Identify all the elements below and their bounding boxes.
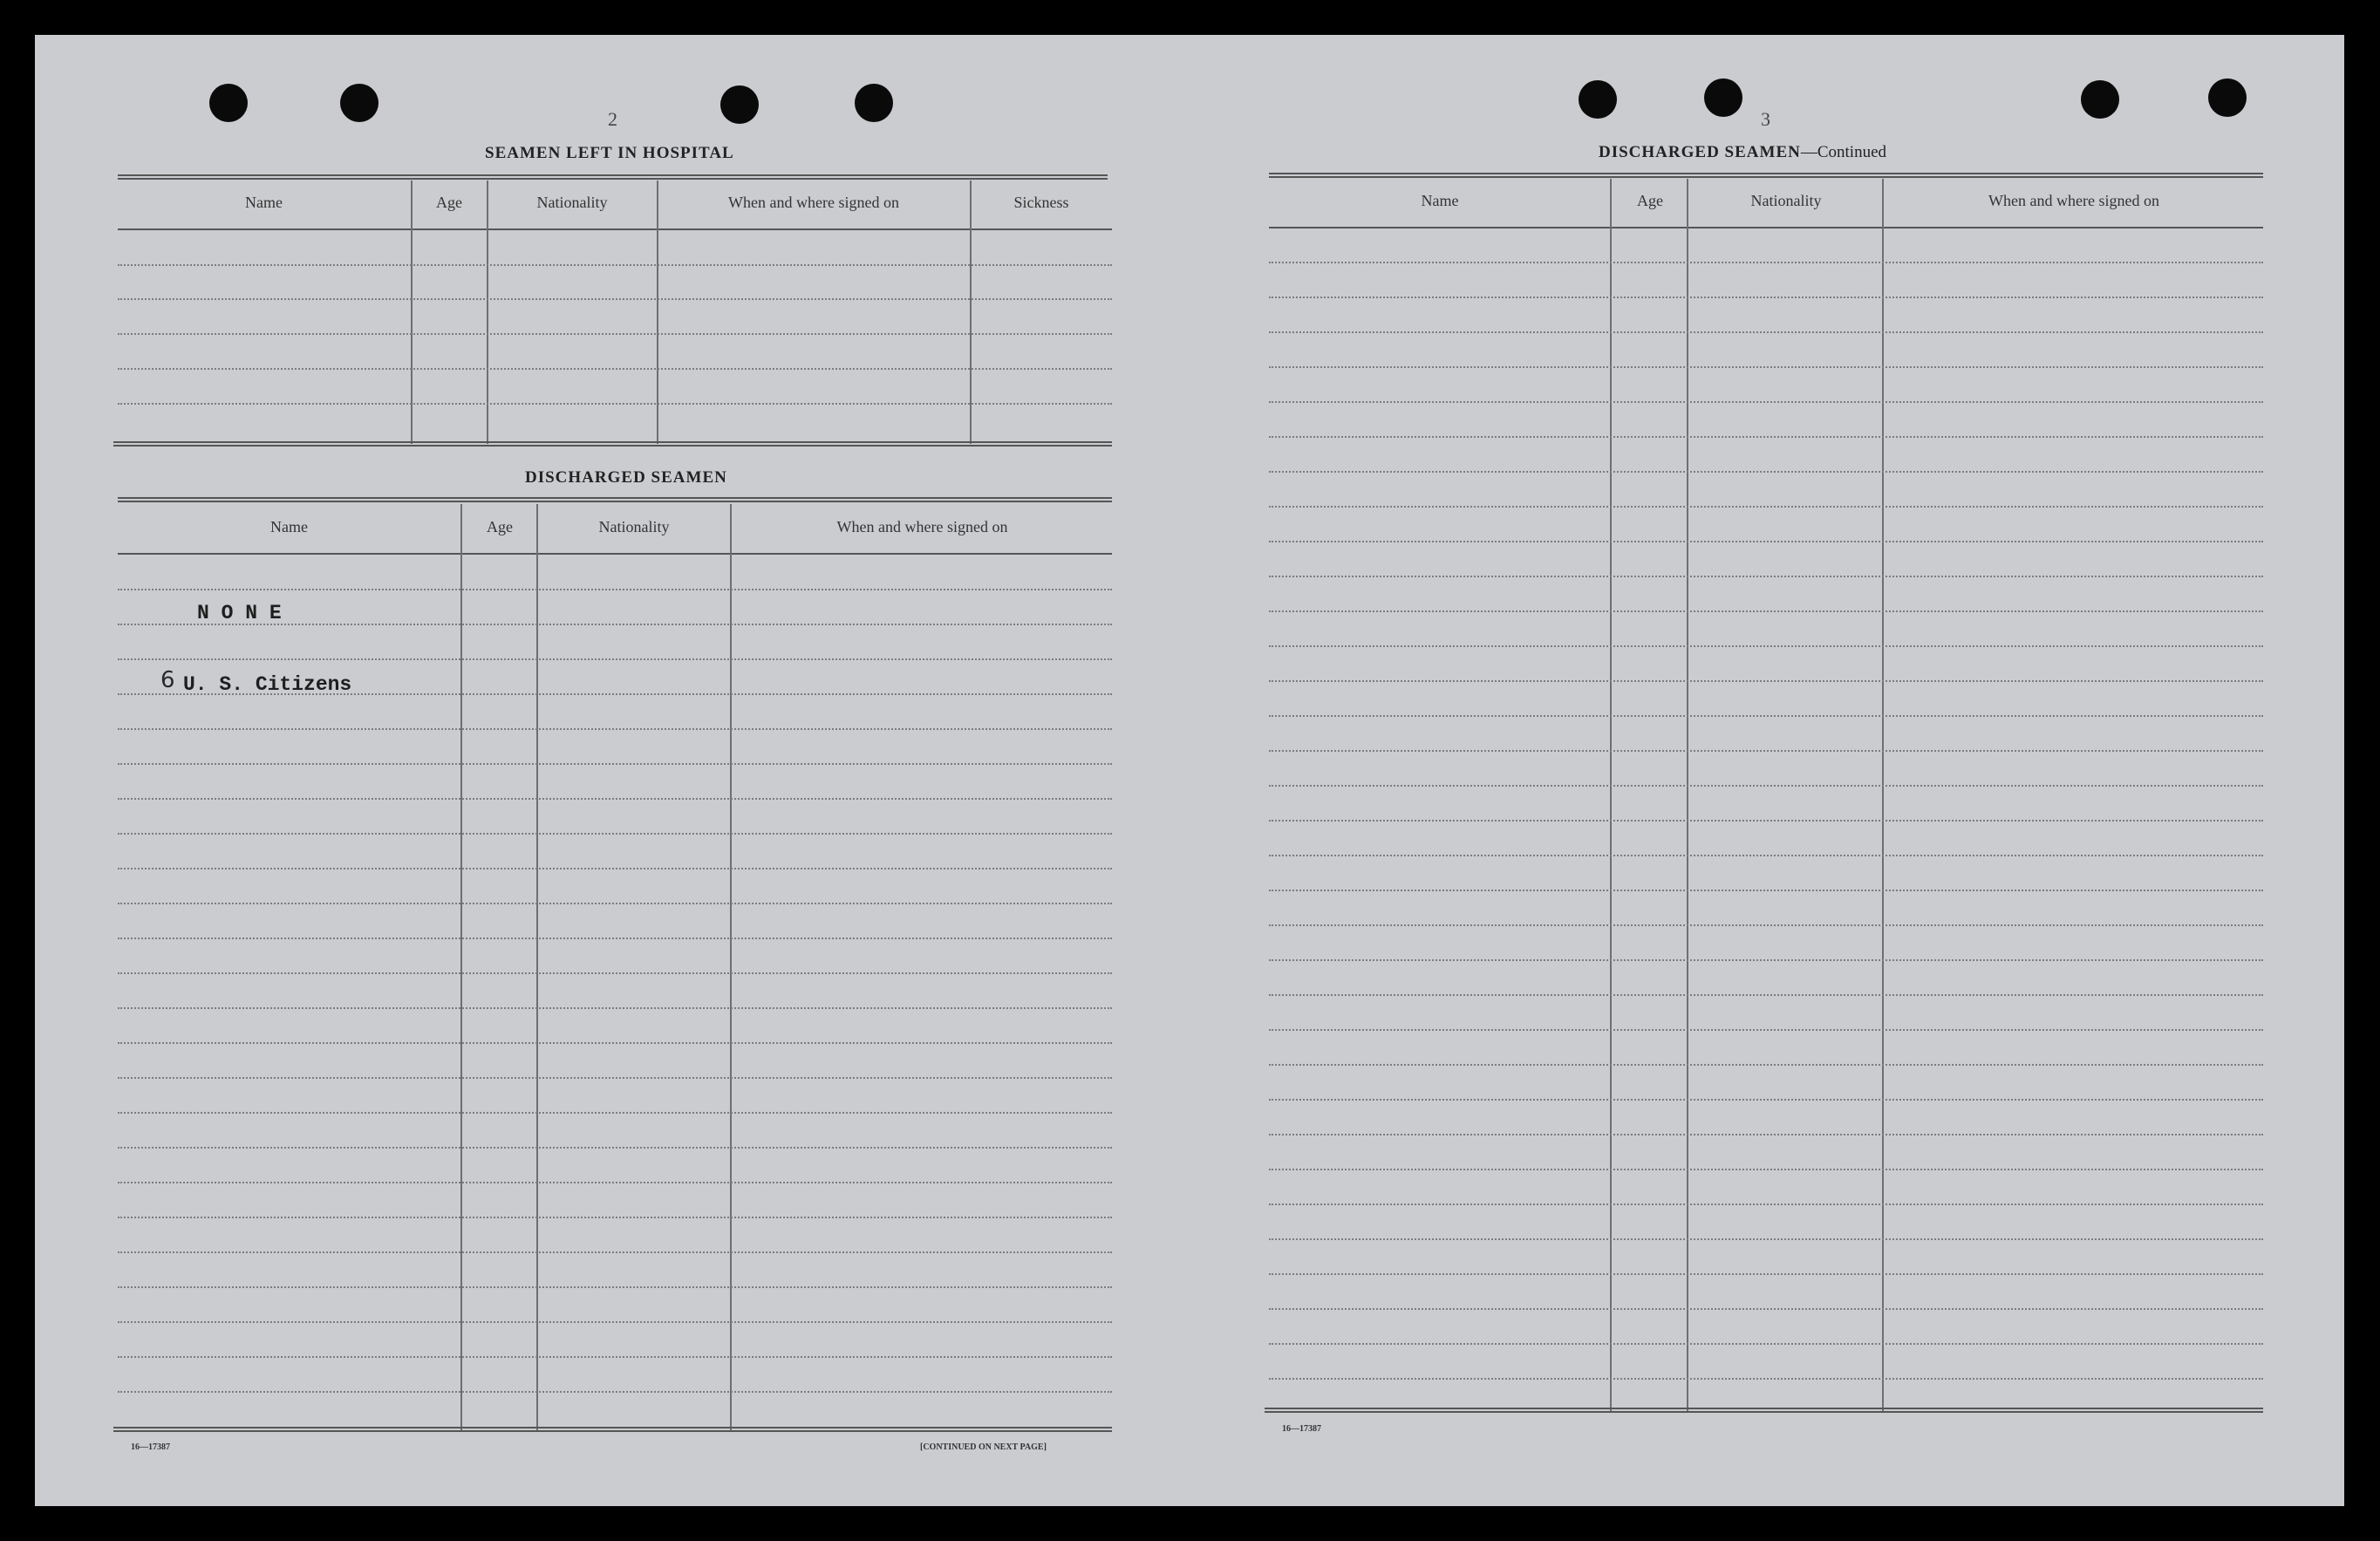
entry-count-handwritten: 6	[160, 667, 175, 693]
right-col-nationality: Nationality	[1750, 192, 1822, 209]
hospital-section-title: SEAMEN LEFT IN HOSPITAL	[485, 144, 734, 162]
page-number-right: 3	[1761, 108, 1770, 130]
right-col-age: Age	[1637, 192, 1663, 209]
hospital-row-line	[118, 368, 1112, 370]
binder-hole	[720, 85, 759, 124]
table-row-line	[118, 1147, 1112, 1149]
table-row-line	[1269, 1203, 2263, 1205]
table-row-line	[118, 903, 1112, 904]
table-row-line	[118, 1286, 1112, 1288]
table-row-line	[118, 1112, 1112, 1114]
table-row-line	[1269, 785, 2263, 787]
binder-hole	[209, 84, 248, 122]
table-row-line	[1269, 401, 2263, 403]
discharged-continued-title	[1599, 143, 1886, 162]
table-row-line	[1269, 1343, 2263, 1345]
table-row-line	[1269, 436, 2263, 438]
binder-hole	[855, 84, 893, 122]
table-row-line	[1269, 1308, 2263, 1310]
right-top-rule	[1269, 173, 2263, 178]
hospital-col-name: Name	[245, 194, 283, 211]
discharged-section-title: DISCHARGED SEAMEN	[525, 468, 727, 487]
table-row-line	[1269, 610, 2263, 612]
table-row-line	[1269, 366, 2263, 368]
table-row-line	[1269, 994, 2263, 996]
discharged-col-divider	[460, 504, 462, 1430]
right-col-divider	[1882, 179, 1884, 1413]
hospital-row-line	[118, 403, 1112, 405]
table-row-line	[118, 1356, 1112, 1358]
discharged-continued-suffix: —Continued	[1800, 143, 1887, 161]
entry-none: N O N E	[197, 602, 282, 624]
table-row-line	[1269, 715, 2263, 717]
discharged-bottom-rule	[113, 1427, 1112, 1432]
table-row-line	[1269, 1238, 2263, 1240]
right-col-name: Name	[1421, 192, 1459, 209]
table-row-line	[1269, 262, 2263, 263]
table-row-line	[1269, 1029, 2263, 1031]
discharged-col-divider	[730, 504, 732, 1430]
hospital-top-rule	[118, 174, 1108, 180]
hospital-row-line	[118, 333, 1112, 335]
right-col-divider	[1610, 179, 1612, 1413]
right-col-divider	[1687, 179, 1688, 1413]
table-row-line	[1269, 331, 2263, 333]
right-header-rule	[1269, 227, 2263, 228]
form-number-right: 16—17387	[1282, 1424, 1321, 1434]
continued-note: [CONTINUED ON NEXT PAGE]	[920, 1442, 1047, 1452]
table-row-line	[1269, 297, 2263, 298]
table-row-line	[1269, 820, 2263, 822]
table-row-line	[1269, 1064, 2263, 1066]
discharged-col-signed-on: When and where signed on	[836, 518, 1008, 535]
table-row-line	[118, 1391, 1112, 1393]
table-row-line	[1269, 1273, 2263, 1275]
page-number-left: 2	[608, 108, 617, 130]
table-row-line	[1269, 1099, 2263, 1101]
table-row-line	[1269, 924, 2263, 926]
hospital-col-nationality: Nationality	[536, 194, 608, 211]
entry-us-citizens: U. S. Citizens	[183, 673, 352, 696]
table-row-line	[118, 1007, 1112, 1009]
table-row-line	[1269, 1134, 2263, 1135]
binder-hole	[1704, 78, 1742, 117]
binder-hole	[2208, 78, 2247, 117]
table-row-line	[118, 589, 1112, 590]
table-row-line	[1269, 471, 2263, 473]
discharged-col-age: Age	[487, 518, 513, 535]
table-row-line	[1269, 1169, 2263, 1170]
table-row-line	[1269, 959, 2263, 961]
table-row-line	[118, 833, 1112, 835]
discharged-col-name: Name	[270, 518, 308, 535]
table-row-line	[118, 868, 1112, 869]
table-row-line	[118, 1077, 1112, 1079]
table-row-line	[1269, 750, 2263, 752]
table-row-line	[118, 798, 1112, 800]
table-row-line	[118, 938, 1112, 939]
discharged-col-nationality: Nationality	[598, 518, 670, 535]
right-col-signed-on: When and where signed on	[1988, 192, 2159, 209]
table-row-line	[118, 1321, 1112, 1323]
table-row-line	[1269, 855, 2263, 856]
hospital-col-signed-on: When and where signed on	[728, 194, 899, 211]
hospital-col-age: Age	[436, 194, 462, 211]
form-number-left: 16—17387	[131, 1442, 170, 1452]
table-row-line	[118, 972, 1112, 974]
table-row-line	[118, 763, 1112, 765]
table-row-line	[118, 1217, 1112, 1218]
table-row-line	[1269, 890, 2263, 891]
binder-hole	[340, 84, 378, 122]
binder-hole	[1579, 80, 1617, 119]
discharged-header-rule	[118, 553, 1112, 555]
table-row-line	[1269, 1378, 2263, 1380]
hospital-header-rule	[118, 228, 1112, 230]
table-row-line	[118, 1042, 1112, 1044]
table-row-line	[1269, 541, 2263, 542]
hospital-col-sickness: Sickness	[1013, 194, 1069, 211]
right-bottom-rule	[1265, 1408, 2263, 1413]
ledger-paper	[35, 35, 2344, 1506]
hospital-row-line	[118, 298, 1112, 300]
hospital-row-line	[118, 264, 1112, 266]
table-row-line	[1269, 680, 2263, 682]
table-row-line	[1269, 506, 2263, 508]
table-row-line	[118, 1251, 1112, 1253]
table-row-line	[118, 658, 1112, 660]
table-row-line	[1269, 576, 2263, 577]
discharged-continued-title-main: DISCHARGED SEAMEN	[1599, 143, 1801, 161]
table-row-line	[118, 1182, 1112, 1183]
table-row-line	[118, 728, 1112, 730]
hospital-bottom-rule	[113, 441, 1112, 447]
table-row-line	[1269, 645, 2263, 647]
binder-hole	[2081, 80, 2119, 119]
discharged-top-rule	[118, 497, 1112, 502]
discharged-col-divider	[536, 504, 538, 1430]
